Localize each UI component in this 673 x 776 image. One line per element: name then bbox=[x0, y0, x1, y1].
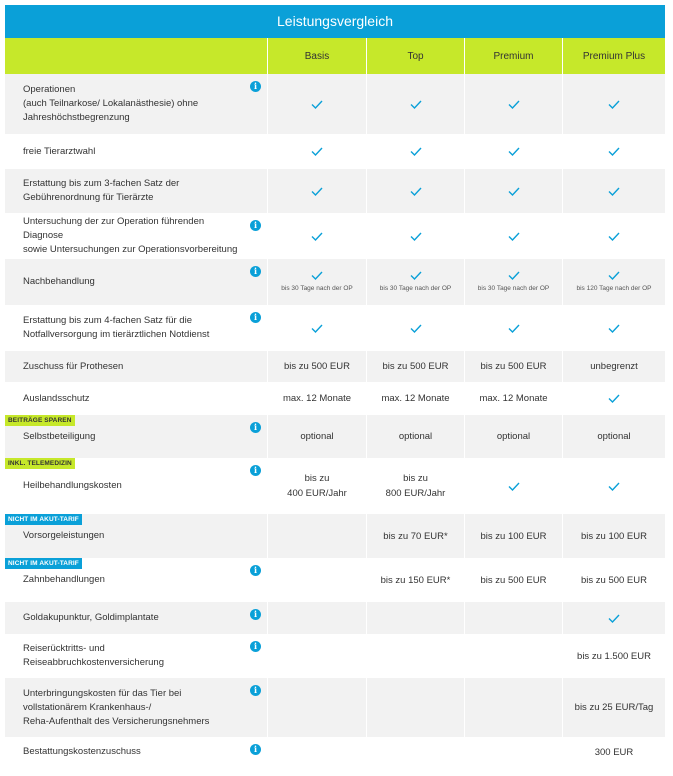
plan-cell-top bbox=[366, 134, 464, 169]
feature-label bbox=[5, 602, 267, 634]
feature-label-text: Nachbehandlung bbox=[23, 276, 95, 287]
plan-cell-premium-plus bbox=[562, 305, 665, 351]
feature-badge: NICHT IM AKUT-TARIF bbox=[5, 558, 82, 569]
plan-cell-premium bbox=[464, 514, 562, 558]
plan-cell-top bbox=[366, 737, 464, 767]
check-icon bbox=[410, 271, 422, 280]
info-icon[interactable]: i bbox=[250, 81, 261, 92]
plan-cell-basis bbox=[267, 74, 366, 134]
feature-label-text: Selbstbeteiligung bbox=[23, 430, 96, 442]
table-row bbox=[5, 213, 665, 259]
plan-cell-premium bbox=[464, 678, 562, 737]
table-row bbox=[5, 74, 665, 134]
feature-label-text: Untersuchung der zur Operation führenden Diagnose sowie Untersuchungen zur Operationsvorbereitung bbox=[23, 216, 238, 255]
plan-cell-premium bbox=[464, 737, 562, 767]
column-header-premium: Premium bbox=[464, 38, 562, 74]
plan-cell-top bbox=[366, 305, 464, 351]
table-body bbox=[5, 74, 665, 767]
plan-cell-premium bbox=[464, 458, 562, 514]
cell-value: bis zu 150 EUR* bbox=[380, 574, 451, 586]
cell-value: optional bbox=[398, 431, 433, 442]
plan-cell-top bbox=[366, 213, 464, 259]
feature-label bbox=[5, 514, 267, 558]
plan-cell-basis bbox=[267, 213, 366, 259]
feature-badge: NICHT IM AKUT-TARIF bbox=[5, 514, 82, 525]
feature-label-text: Zuschuss für Prothesen bbox=[23, 360, 124, 372]
plan-cell-premium bbox=[464, 134, 562, 169]
info-icon[interactable]: i bbox=[250, 685, 261, 696]
plan-cell-top bbox=[366, 351, 464, 382]
plan-cell-top bbox=[366, 558, 464, 602]
plan-cell-basis bbox=[267, 351, 366, 382]
check-icon bbox=[311, 187, 323, 196]
check-icon bbox=[608, 147, 620, 156]
cell-value: bis zu 1.500 EUR bbox=[577, 650, 651, 662]
plan-cell-premium bbox=[464, 558, 562, 602]
feature-label bbox=[5, 169, 267, 213]
plan-cell-premium bbox=[464, 169, 562, 213]
cell-value: bis zu 500 EUR bbox=[283, 361, 350, 372]
check-icon bbox=[410, 232, 422, 241]
plan-cell-top bbox=[366, 458, 464, 514]
table-row bbox=[5, 305, 665, 351]
feature-label bbox=[5, 351, 267, 382]
plan-cell-basis bbox=[267, 634, 366, 678]
feature-badge: BEITRÄGE SPAREN bbox=[5, 415, 75, 426]
feature-label-text: Bestattungskostenzuschuss bbox=[23, 746, 141, 757]
column-header-top: Top bbox=[366, 38, 464, 74]
feature-label bbox=[5, 458, 267, 514]
check-icon bbox=[508, 482, 520, 491]
plan-cell-basis bbox=[267, 558, 366, 602]
plan-cell-basis bbox=[267, 169, 366, 213]
table-row bbox=[5, 678, 665, 737]
table-row bbox=[5, 514, 665, 558]
plan-cell-basis bbox=[267, 737, 366, 767]
check-icon bbox=[608, 614, 620, 623]
feature-label bbox=[5, 259, 267, 305]
plan-cell-premium bbox=[464, 259, 562, 305]
check-icon bbox=[508, 100, 520, 109]
table-row bbox=[5, 351, 665, 382]
cell-value: bis zu 500 EUR bbox=[382, 361, 449, 372]
plan-cell-premium bbox=[464, 351, 562, 382]
plan-cell-premium-plus bbox=[562, 558, 665, 602]
cell-value: optional bbox=[300, 431, 334, 442]
header-empty bbox=[5, 38, 267, 74]
info-icon[interactable]: i bbox=[250, 744, 261, 755]
info-icon[interactable]: i bbox=[250, 422, 261, 433]
table-row bbox=[5, 382, 665, 415]
plan-cell-premium-plus bbox=[562, 213, 665, 259]
cell-value: unbegrenzt bbox=[590, 361, 638, 372]
plan-cell-premium bbox=[464, 74, 562, 134]
column-header-basis: Basis bbox=[267, 38, 366, 74]
check-icon bbox=[608, 100, 620, 109]
feature-label bbox=[5, 382, 267, 415]
cell-value: bis zu 100 EUR bbox=[480, 530, 547, 542]
feature-label bbox=[5, 415, 267, 458]
info-icon[interactable]: i bbox=[250, 609, 261, 620]
table-row bbox=[5, 415, 665, 458]
plan-cell-premium-plus bbox=[562, 602, 665, 634]
check-icon bbox=[508, 187, 520, 196]
table-row bbox=[5, 737, 665, 767]
plan-cell-premium-plus bbox=[562, 678, 665, 737]
plan-cell-basis bbox=[267, 305, 366, 351]
feature-label bbox=[5, 213, 267, 259]
plan-cell-premium-plus bbox=[562, 74, 665, 134]
info-icon[interactable]: i bbox=[250, 220, 261, 231]
cell-value: max. 12 Monate bbox=[479, 393, 548, 404]
table-row bbox=[5, 169, 665, 213]
check-icon bbox=[311, 324, 323, 333]
feature-badge: INKL. TELEMEDIZIN bbox=[5, 458, 75, 469]
plan-cell-basis bbox=[267, 415, 366, 458]
cell-note: bis 30 Tage nach der OP bbox=[379, 285, 452, 292]
cell-note: bis 30 Tage nach der OP bbox=[477, 285, 550, 292]
check-icon bbox=[608, 324, 620, 333]
table-row bbox=[5, 458, 665, 514]
cell-value: bis zu 25 EUR/Tag bbox=[574, 702, 654, 713]
cell-value: bis zu 500 EUR bbox=[580, 574, 647, 586]
cell-value: bis zu 70 EUR* bbox=[383, 530, 448, 542]
column-header-premium-plus: Premium Plus bbox=[562, 38, 665, 74]
cell-value: bis zu 400 EUR/Jahr bbox=[287, 473, 347, 499]
plan-cell-premium-plus bbox=[562, 351, 665, 382]
feature-label bbox=[5, 737, 267, 767]
check-icon bbox=[311, 100, 323, 109]
feature-label bbox=[5, 134, 267, 169]
feature-label bbox=[5, 634, 267, 678]
info-icon[interactable]: i bbox=[250, 266, 261, 277]
check-icon bbox=[311, 271, 323, 280]
plan-cell-premium bbox=[464, 602, 562, 634]
table-row bbox=[5, 602, 665, 634]
plan-cell-top bbox=[366, 678, 464, 737]
cell-value: bis zu 500 EUR bbox=[480, 361, 547, 372]
table-row bbox=[5, 634, 665, 678]
feature-label-text: Zahnbehandlungen bbox=[23, 574, 105, 585]
plan-cell-top bbox=[366, 634, 464, 678]
plan-cell-premium bbox=[464, 382, 562, 415]
cell-value: optional bbox=[597, 431, 631, 442]
check-icon bbox=[608, 394, 620, 403]
cell-value: optional bbox=[496, 431, 531, 442]
check-icon bbox=[608, 187, 620, 196]
plan-cell-premium-plus bbox=[562, 415, 665, 458]
feature-label bbox=[5, 305, 267, 351]
feature-label-text: Erstattung bis zum 4-fachen Satz für die Notfallversorgung im tierärztlichen Notdienst bbox=[23, 315, 210, 340]
plan-cell-top bbox=[366, 74, 464, 134]
plan-cell-top bbox=[366, 514, 464, 558]
check-icon bbox=[410, 187, 422, 196]
cell-value: bis zu 100 EUR bbox=[580, 530, 647, 542]
feature-label bbox=[5, 74, 267, 134]
feature-label bbox=[5, 678, 267, 737]
check-icon bbox=[508, 324, 520, 333]
feature-label-text: Reiserücktritts- und Reiseabbruchkostenversicherung bbox=[23, 643, 164, 668]
feature-label-text: Operationen (auch Teilnarkose/ Lokalanästhesie) ohne Jahreshöchstbegrenzung bbox=[23, 84, 199, 123]
plan-cell-premium-plus bbox=[562, 634, 665, 678]
plan-cell-top bbox=[366, 382, 464, 415]
plan-cell-top bbox=[366, 259, 464, 305]
plan-cell-premium-plus bbox=[562, 169, 665, 213]
check-icon bbox=[311, 147, 323, 156]
feature-label-text: Unterbringungskosten für das Tier bei vollstationärem Krankenhaus-/ Reha-Aufenthalt des Versicherungsnehmers bbox=[23, 687, 210, 727]
plan-cell-top bbox=[366, 415, 464, 458]
table-row bbox=[5, 558, 665, 602]
plan-cell-premium bbox=[464, 305, 562, 351]
feature-label-text: Heilbehandlungskosten bbox=[23, 480, 122, 491]
check-icon bbox=[508, 271, 520, 280]
check-icon bbox=[508, 232, 520, 241]
cell-value: bis zu 500 EUR bbox=[480, 574, 547, 586]
info-icon[interactable]: i bbox=[250, 565, 261, 576]
plan-cell-top bbox=[366, 602, 464, 634]
feature-label bbox=[5, 558, 267, 602]
plan-cell-premium bbox=[464, 213, 562, 259]
plan-cell-basis bbox=[267, 678, 366, 737]
header-row bbox=[5, 38, 665, 74]
table-title: Leistungsvergleich bbox=[5, 5, 665, 38]
plan-cell-basis bbox=[267, 134, 366, 169]
plan-cell-basis bbox=[267, 602, 366, 634]
comparison-table bbox=[5, 5, 665, 767]
check-icon bbox=[608, 271, 620, 280]
info-icon[interactable]: i bbox=[250, 312, 261, 323]
check-icon bbox=[410, 100, 422, 109]
check-icon bbox=[608, 232, 620, 241]
feature-label-text: Vorsorgeleistungen bbox=[23, 530, 105, 541]
cell-note: bis 120 Tage nach der OP bbox=[576, 285, 652, 292]
plan-cell-premium-plus bbox=[562, 134, 665, 169]
feature-label-text: Goldakupunktur, Goldimplantate bbox=[23, 612, 159, 623]
info-icon[interactable]: i bbox=[250, 465, 261, 476]
plan-cell-basis bbox=[267, 458, 366, 514]
table-row bbox=[5, 134, 665, 169]
plan-cell-basis bbox=[267, 259, 366, 305]
check-icon bbox=[608, 482, 620, 491]
cell-value: max. 12 Monate bbox=[381, 393, 450, 404]
check-icon bbox=[410, 147, 422, 156]
plan-cell-premium-plus bbox=[562, 458, 665, 514]
cell-note: bis 30 Tage nach der OP bbox=[281, 285, 353, 292]
table-row bbox=[5, 259, 665, 305]
cell-value: 300 EUR bbox=[594, 746, 634, 758]
info-icon[interactable]: i bbox=[250, 641, 261, 652]
check-icon bbox=[410, 324, 422, 333]
plan-cell-premium bbox=[464, 634, 562, 678]
feature-label-text: Auslandsschutz bbox=[23, 392, 90, 404]
plan-cell-basis bbox=[267, 514, 366, 558]
plan-cell-premium-plus bbox=[562, 382, 665, 415]
plan-cell-premium-plus bbox=[562, 737, 665, 767]
plan-cell-basis bbox=[267, 382, 366, 415]
plan-cell-premium-plus bbox=[562, 514, 665, 558]
plan-cell-premium-plus bbox=[562, 259, 665, 305]
feature-label-text: Erstattung bis zum 3-fachen Satz der Gebührenordnung für Tierärzte bbox=[23, 178, 180, 203]
check-icon bbox=[311, 232, 323, 241]
plan-cell-top bbox=[366, 169, 464, 213]
cell-value: max. 12 Monate bbox=[282, 393, 352, 404]
cell-value: bis zu 800 EUR/Jahr bbox=[385, 473, 446, 499]
check-icon bbox=[508, 147, 520, 156]
plan-cell-premium bbox=[464, 415, 562, 458]
feature-label-text: freie Tierarztwahl bbox=[23, 145, 96, 157]
